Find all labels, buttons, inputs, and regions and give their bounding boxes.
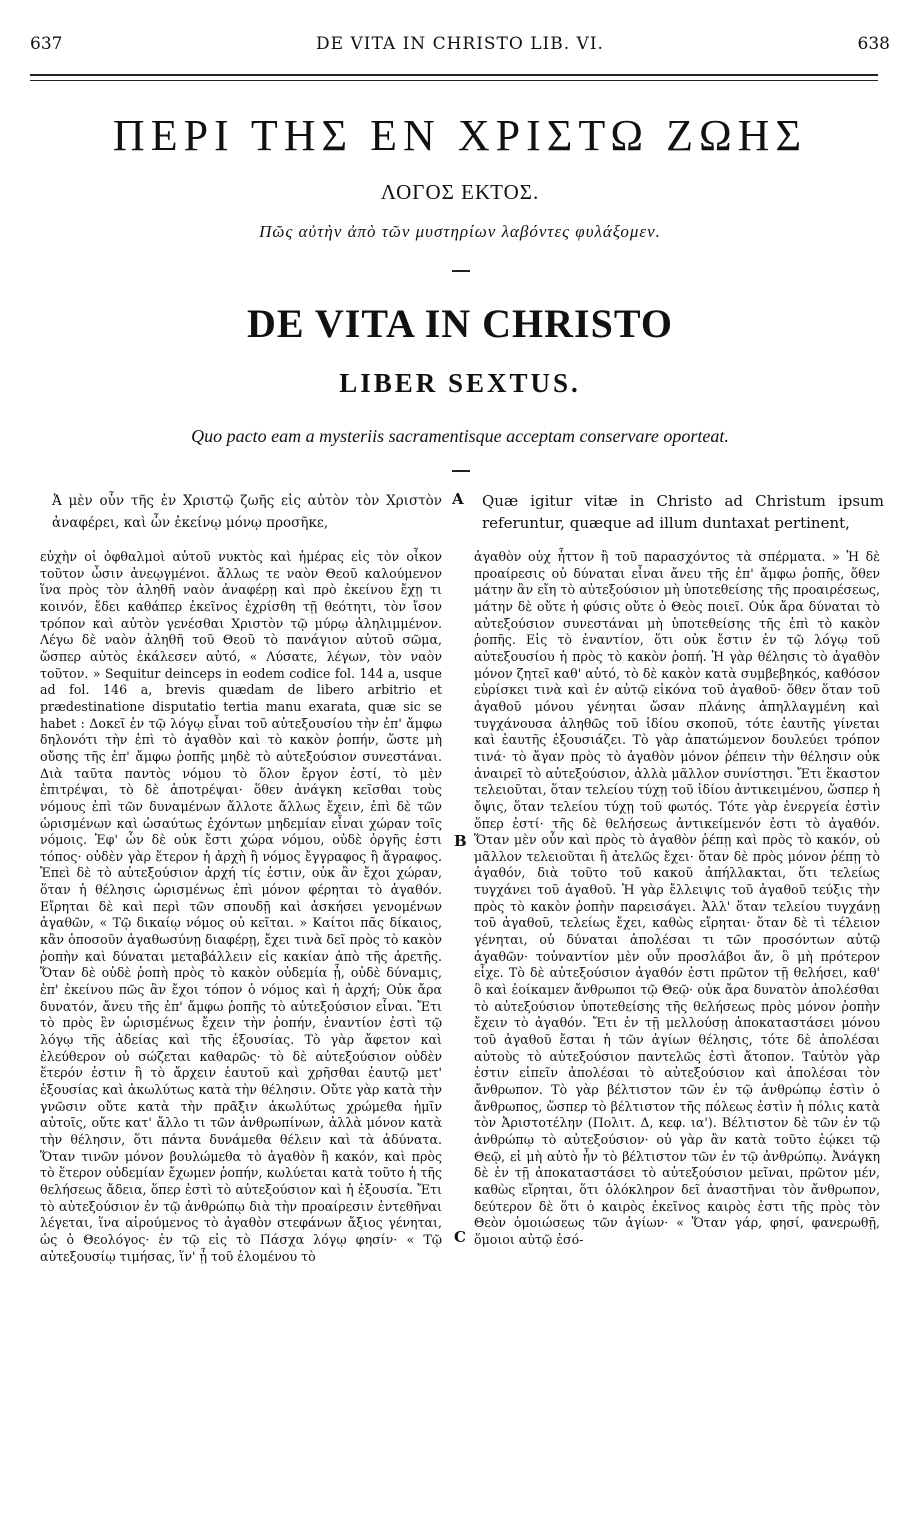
latin-book-label: LIBER SEXTUS. [339, 368, 581, 398]
margin-marker-b: B [454, 832, 467, 850]
right-column-paragraph: ἀγαθὸν οὐχ ἧττον ἢ τοῦ παρασχόντος τὰ σπέρματα. » Ἡ δὲ προαίρεσις οὐ δύναται εἶναι ἄνευ τῆς ἐπ' ἄμφω ῥοπῆς, ὅθεν μάτην ἂν εἴη τὸ αὐτεξούσιον μὴ ὑποτεθείσης τῆς προαιρέσεως, μάτην δὲ οὔτε ἡ φύσις οὔτε ὁ Θεὸς ποιεῖ. Οὐκ ἄρα δύναται τὸ αὐτεξούσιον συνεστάναι μὴ ὑποτεθείσης τῆς ἐπὶ τὸ κακὸν ῥοπῆς. Εἰς τὸ ἐναντίον, ὅτι οὐκ ἔστιν ἐν τῷ λόγῳ τοῦ αὐτεξουσίου ἡ πρὸς τὸ κακὸν ῥοπή. Ἡ γὰρ θέλησις τὸ ἀγαθὸν μόνον ζητεῖ καθ' αὑτό, τὸ δὲ κακὸν κατὰ συμβεβηκός, καθόσον εὑρίσκει τινὰ καὶ ἐν αὐτῷ εἰκόνα τοῦ ἀγαθοῦ· ὅθεν ὅταν τοῦ ἀγαθοῦ μόνου γένηται ὥσαν πλάνης ἀπηλλαγμένη καὶ τυγχάνουσα ἀληθῶς τοῦ ἰδίου σκοποῦ, τότε ἑαυτῆς γίνεται καὶ ἑαυτῆς ἐξουσιάζει. Τὸ γὰρ ἁπατώμενον δουλεύει τρόπον τινά· τὸ ἄγαν πρὸς τὸ ἀγαθὸν μόνον ῥέπειν τὴν θέλησιν οὐκ ἀναιρεῖ τὸ αὐτεξούσιον, ἀλλὰ μᾶλλον συνίστησι. Ἔτι ἕκαστον τελειοῦται, ὅταν τελείου τύχῃ τοῦ ἰδίου ἀντικειμένου, ὥσπερ ἡ ὄψις, ὅταν τελείου τύχῃ τοῦ φωτός. Τότε γὰρ ἐνεργεία ἐστὶν ὅπερ ἐστί· τῆς δὲ θελήσεως ἀντικείμενόν ἐστι τὸ ἀγαθόν. Ὅταν μὲν οὖν καὶ πρὸς τὸ ἀγαθὸν ῥέπῃ καὶ πρὸς τὸ κακόν, οὐ μᾶλλον τελειοῦται ἢ ἀτελῶς ἔχει· ὅταν δὲ πρὸς μόνον ῥέπῃ τὸ ἀγαθόν, διὰ τοῦτο τοῦ κακοῦ ἀπήλλακται, ὅτι τελείως τυγχάνει τοῦ ἀγαθοῦ. Ἡ γὰρ ἔλλειψις τοῦ ἀγαθοῦ τεύξις τὴν πρὸς τὸ κακὸν ῥοπὴν παρεισάγει. Ἀλλ' ὅταν τελείου τυγχάνῃ τοῦ ἀγαθοῦ, τελείως ἔχει, καθὼς εἴρηται· ὅταν δὲ τὶ τέλειον γένηται, οὐ δύναται ἀπολέσαι τι τῶν προσόντων αὐτῷ ἀγαθῶν· τοὐναντίον μὲν οὖν προσλάβοι ἄν, ὃ μὴ πρότερον εἶχε. Τὸ δὲ αὐτεξούσιον ἀγαθόν ἐστι πρῶτον τῇ θελήσει, καθ' ὃ καὶ ἐοίκαμεν ἄνθρωποι τῷ Θεῷ· οὐκ ἄρα δυνατὸν ἀπολέσθαι τὸ αὐτεξούσιον ὑποτεθείσης τῆς θελήσεως πρὸς μόνον ῥοπὴν ἔχειν τὸ ἀγαθόν. Ἔτι ἐν τῇ μελλούσῃ ἀποκαταστάσει μόνου τοῦ ἀγαθοῦ ἔσται ἡ τῶν ἁγίων θέλησις, τότε δὲ ἀπολέσαι αὐτοὺς τὸ αὐτεξούσιον παντελῶς ἐστὶ ἄτοπον. Ταὐτὸν γὰρ ἐστιν εἰπεῖν ἀπολέσαι τὸ αὐτεξούσιον καὶ ἀπολέσαι τὸν ἄνθρωπον. Τὸ γὰρ βέλτιστον τῶν ἐν τῷ ἀνθρώπῳ ἐστὶν ὁ ἄνθρωπος, ὥσπερ τὸ βέλτιστον τῆς πόλεως ἐστὶν ἡ πόλις κατὰ τὸν Ἀριστοτέλην (Πολιτ. Δ, κεφ. ια'). Βέλτιστον δὲ τῶν ἐν τῷ ἀνθρώπῳ τὸ αὐτεξούσιον· οὐ γὰρ ἂν κατὰ τοῦτο ἐῴκει τῷ Θεῷ, εἰ μὴ αὐτὸ ἦν τὸ βέλτιστον τῶν ἐν τῷ ἀνθρώπῳ. Ἀνάγκη δὲ ἐν τῇ ἀποκαταστάσει τὸ αὐτεξούσιον μεῖναι, πρῶτον μέν, καθὼς εἴρηται, ὅτι ὁλόκληρον δεῖ ἀναστῆναι τὸν ἄνθρωπον, δεύτερον δὲ ὅτι ὁ καιρὸς ἐκεῖνος καιρὸς ἐστι τῆς πρὸς τὸν Θεὸν ὁμοιώσεως τῶν ἁγίων· « Ὅταν γάρ, φησί, φανερωθῇ, ὅμοιοι αὐτῷ ἐσό- [474, 549, 880, 1247]
latin-title: DE VITA IN CHRISTO [247, 301, 673, 346]
margin-marker-a: A [452, 490, 464, 508]
margin-marker-c: C [454, 1228, 466, 1246]
lead-greek-text: Ἀ μὲν οὖν τῆς ἐν Χριστῷ ζωῆς εἰς αὐτὸν τὸν Χριστὸν ἀναφέρει, καὶ ὧν ἐκείνῳ μόνῳ προσῆκε, [52, 493, 442, 531]
page-number-left: 637 [30, 34, 63, 54]
right-column-text [474, 549, 880, 1249]
section-dash [452, 270, 470, 272]
greek-subtitle: Πῶς αὐτὴν ἀπὸ τῶν μυστηρίων λαβόντες φυλάξομεν. [259, 222, 661, 241]
greek-book-label: ΛΟΓΟΣ ΕΚΤΟΣ. [380, 180, 540, 204]
header-rule [30, 74, 878, 81]
left-column-text [40, 549, 442, 1265]
greek-title: ΠΕΡΙ ΤΗΣ ΕΝ ΧΡΙΣΤΩ ΖΩΗΣ [112, 111, 808, 160]
running-title: DE VITA IN CHRISTO LIB. VI. [316, 34, 604, 54]
page-number-right: 638 [857, 34, 890, 54]
running-header [30, 34, 890, 56]
left-column-paragraph: εὐχὴν οἱ ὀφθαλμοὶ αὐτοῦ νυκτὸς καὶ ἡμέρας εἰς τὸν οἶκον τοῦτον ὦσιν ἀνεῳγμένοι. ἄλλως τε ναὸν Θεοῦ καλούμενον ἵνα πρὸς τὸν ἀληθῆ ναὸν ἀναφέρῃ καὶ πρὸ ἐκείνου ἔχῃ τι κοινόν, ἔδει καθάπερ ἐκεῖνος ἐχρίσθη τῇ θεότητι, τὸν ἴσον τρόπον καὶ αὐτὸν γενέσθαι Χριστὸν τῷ μύρῳ ἀληλιμμένον. Λέγω δὲ ναὸν ἀληθῆ τοῦ Θεοῦ τὸ πανάγιον αὐτοῦ σῶμα, ὥσπερ αὐτὸς ἐκάλεσεν αὐτό, « Λύσατε, λέγων, τὸν ναὸν τοῦτον. » Sequitur deinceps in eodem codice fol. 144 a, usque ad fol. 146 a, brevis quædam de libero arbitrio et prædestinatione disputatio tertia manu exarata, quæ sic se habet : Δοκεῖ ἐν τῷ λόγῳ εἶναι τοῦ αὐτεξουσίου τὴν ἐπ' ἄμφω δηλονότι τὴν ἐπὶ τὸ ἀγαθὸν καὶ τὸ κακὸν ῥοπήν, ὥστε μὴ οὔσης τῆς ἐπ' ἄμφω ῥοπῆς μηδὲ τὸ αὐτεξούσιον συνεστάναι. Διὰ ταῦτα παντὸς νόμου τὸ ὅλον ἔργον ἐστί, τὸ μὲν ἐπιτρέψαι, τὸ δὲ ἀποτρέψαι· ὅθεν ἀνάγκη κεῖσθαι τοὺς νόμους ἐπὶ τῶν δυναμένων ἄλλοτε ἄλλως ἔχειν, ἐπὶ δὲ τῶν ὡρισμένων καὶ ὡσαύτως ἐχόντων μηδεμίαν εἶναι χώραν τοῖς νόμοις. Ἐφ' ὧν δὲ οὐκ ἔστι χώρα νόμου, οὐδὲ ὀργῆς ἐστι τόπος· οὐδὲν γὰρ ἕτερον ἡ ἀρχὴ ἢ νόμος ἔγγραφος ἢ ἄγραφος. Ἐπεὶ δὲ τὸ αὐτεξούσιον ἀρχή τίς ἐστιν, οὐκ ἂν ἔχοι χώραν, ὅταν ἡ θέλησις ὡρισμένως ἐπὶ μόνον φέρηται τὸ ἀγαθόν. Εἴρηται δὲ καὶ περὶ τῶν σπουδῇ καὶ ἀσκήσει γενομένων ἀγαθῶν, « Τῷ δικαίῳ νόμος οὐ κεῖται. » Καίτοι πᾶς δίκαιος, κἂν ὁποσοῦν ἀγαθωσύνῃ διαφέρῃ, ἔχει τινὰ δεῖ πρὸς τὸ κακὸν ῥοπὴν καὶ δύναται μεταβάλλειν εἰς κακίαν ἀπὸ τῆς ἀρετῆς. Ὅταν δὲ οὐδὲ ῥοπὴ πρὸς τὸ κακὸν οὐδεμία ᾖ, οὐδὲ δύναμις, ἐπ' ἐκείνου πῶς ἂν ἔχοι τόπον ὁ νόμος καὶ ἡ ἀρχή; Οὐκ ἄρα δυνατόν, ἄνευ τῆς ἐπ' ἄμφω ῥοπῆς τὸ αὐτεξούσιον εἶναι. Ἔτι τὸ πρὸς ἓν ὡρισμένως ἔχειν τὴν ῥοπήν, ἐναντίον ἐστὶ τῷ λόγῳ τῆς ἀδείας καὶ τῆς ἐξουσίας. Τὸ γὰρ ἄφετον καὶ ἐλεύθερον οὐ σώζεται καθαρῶς· τὸ δὲ αὐτεξούσιον οὐδὲν ἕτερόν ἐστιν ἢ τὸ ἄρχειν ἑαυτοῦ καὶ χρῆσθαι ἑαυτῷ μετ' ἐξουσίας καὶ ἀκωλύτως κατὰ τὴν θέλησιν. Οὔτε γὰρ κατὰ τὴν γνῶσιν οὔτε κατὰ τὴν πρᾶξιν ἀκωλύτως χρώμεθα ἡμῖν αὐτοῖς, οὔτε κατ' ἄλλο τι τῶν ἀνθρωπίνων, ἀλλὰ μόνον κατὰ τὴν θέλησιν, ὅτι πάντα δυνάμεθα θέλειν καὶ τὰ ἀδύνατα. Ὅταν τινῶν μόνον βουλώμεθα τὸ ἀγαθὸν ἢ κακόν, καὶ πρὸς τὸ ἕτερον οὐδεμίαν ἔχωμεν ῥοπήν, κωλύεται κατὰ τοῦτο ἡ τῆς θελήσεως ἄδεια, ὅπερ ἐστὶ τὸ αὐτεξούσιον καὶ ἡ ἐξουσία. Ἔτι τὸ αὐτεξούσιον ἐν τῷ ἀνθρώπῳ διὰ τὴν προαίρεσιν ἐντεθῆναι λέγεται, ἵνα αἱρούμενος τὸ ἀγαθὸν στεφάνων ἄξιος γένηται, ὡς ὁ Θεολόγος· ἐν τῷ εἰς τὸ Πάσχα λόγῳ φησίν· « Τῷ αὐτεξουσίῳ τιμήσας, ἵν' ᾖ τοῦ ἑλομένου τὸ [40, 549, 442, 1264]
section-dash [452, 470, 470, 472]
latin-subtitle: Quo pacto eam a mysteriis sacramentisque acceptam conservare oporteat. [191, 426, 729, 446]
lead-latin-text: Quæ igitur vitæ in Christo ad Christum ipsum referuntur, quæque ad illum duntaxat pertinent, [482, 492, 884, 532]
